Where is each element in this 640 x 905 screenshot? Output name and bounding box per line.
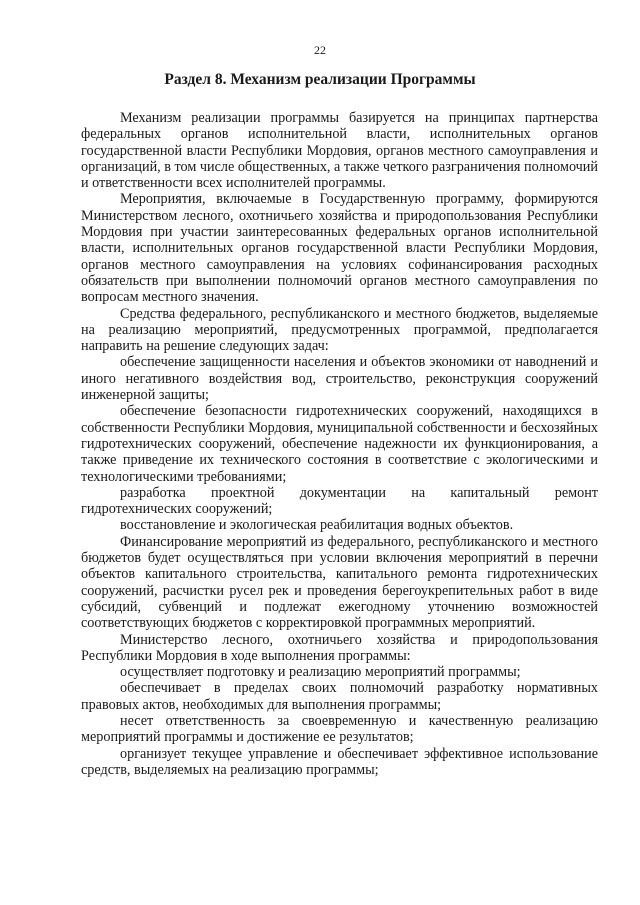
paragraph: Мероприятия, включаемые в Государственную программу, формируются Министерством лесного, охотничьего хозяйства и природопользования Республики Мордовия при участии заинтересованных федеральных органов исполнительной власти, исполнительных органов государственной власти Республики Мордовия, органов местного самоуправления на условиях софинансирования расходных обязательств при выполнении полномочий органов местного самоуправления по вопросам местного значения. bbox=[81, 191, 598, 306]
paragraph: восстановление и экологическая реабилитация водных объектов. bbox=[120, 517, 514, 534]
paragraph: Министерство лесного, охотничьего хозяйства и природопользования Республики Мордовия в ходе выполнения программы: bbox=[81, 631, 598, 664]
paragraph: обеспечивает в пределах своих полномочий разработку нормативных правовых актов, необходимых для выполнения программы; bbox=[81, 680, 598, 713]
paragraph: несет ответственность за своевременную и качественную реализацию мероприятий программы и достижение ее результатов; bbox=[81, 712, 598, 746]
body-text bbox=[81, 110, 598, 778]
paragraph: разработка проектной документации на капитальный ремонт гидротехнических сооружений; bbox=[81, 484, 598, 518]
paragraph: Механизм реализации программы базируется на принципах партнерства федеральных органов исполнительной власти, исполнительных органов государственной власти Республики Мордовия, органов местного самоуправления и организаций, в том числе общественных, а также четкого разграничения полномочий и ответственности всех исполнителей программы. bbox=[81, 110, 598, 192]
paragraph: осуществляет подготовку и реализацию мероприятий программы; bbox=[120, 664, 521, 681]
page-number: 22 bbox=[314, 43, 326, 57]
paragraph: обеспечение защищенности населения и объектов экономики от наводнений и иного негативного воздействия вод, строительство, реконструкция сооружений инженерной защиты; bbox=[81, 354, 598, 404]
paragraph: обеспечение безопасности гидротехнических сооружений, находящихся в собственности Республики Мордовия, муниципальной собственности и бесхозяйных гидротехнических сооружений, обеспечение надежности их функционирования, а также приведение их технического состояния в соответствие с экологическими и технологическими требованиями; bbox=[81, 403, 598, 485]
section-title: Раздел 8. Механизм реализации Программы bbox=[164, 71, 476, 88]
paragraph: организует текущее управление и обеспечивает эффективное использование средств, выделяемых на реализацию программы; bbox=[81, 745, 598, 778]
paragraph: Финансирование мероприятий из федерального, республиканского и местного бюджетов будет осуществляться при условии включения мероприятий в перечни объектов капитального строительства, капитального ремонта гидротехнических сооружений, расчистки русел рек и проведения берегоукрепительных работ в виде субсидий, субвенций и подлежат ежегодному уточнению возможностей соответствующих бюджетов с корректировкой программных мероприятий. bbox=[81, 533, 598, 632]
paragraph: Средства федерального, республиканского и местного бюджетов, выделяемые на реализацию мероприятий, предусмотренных программой, предполагается направить на решение следующих задач: bbox=[81, 305, 598, 355]
